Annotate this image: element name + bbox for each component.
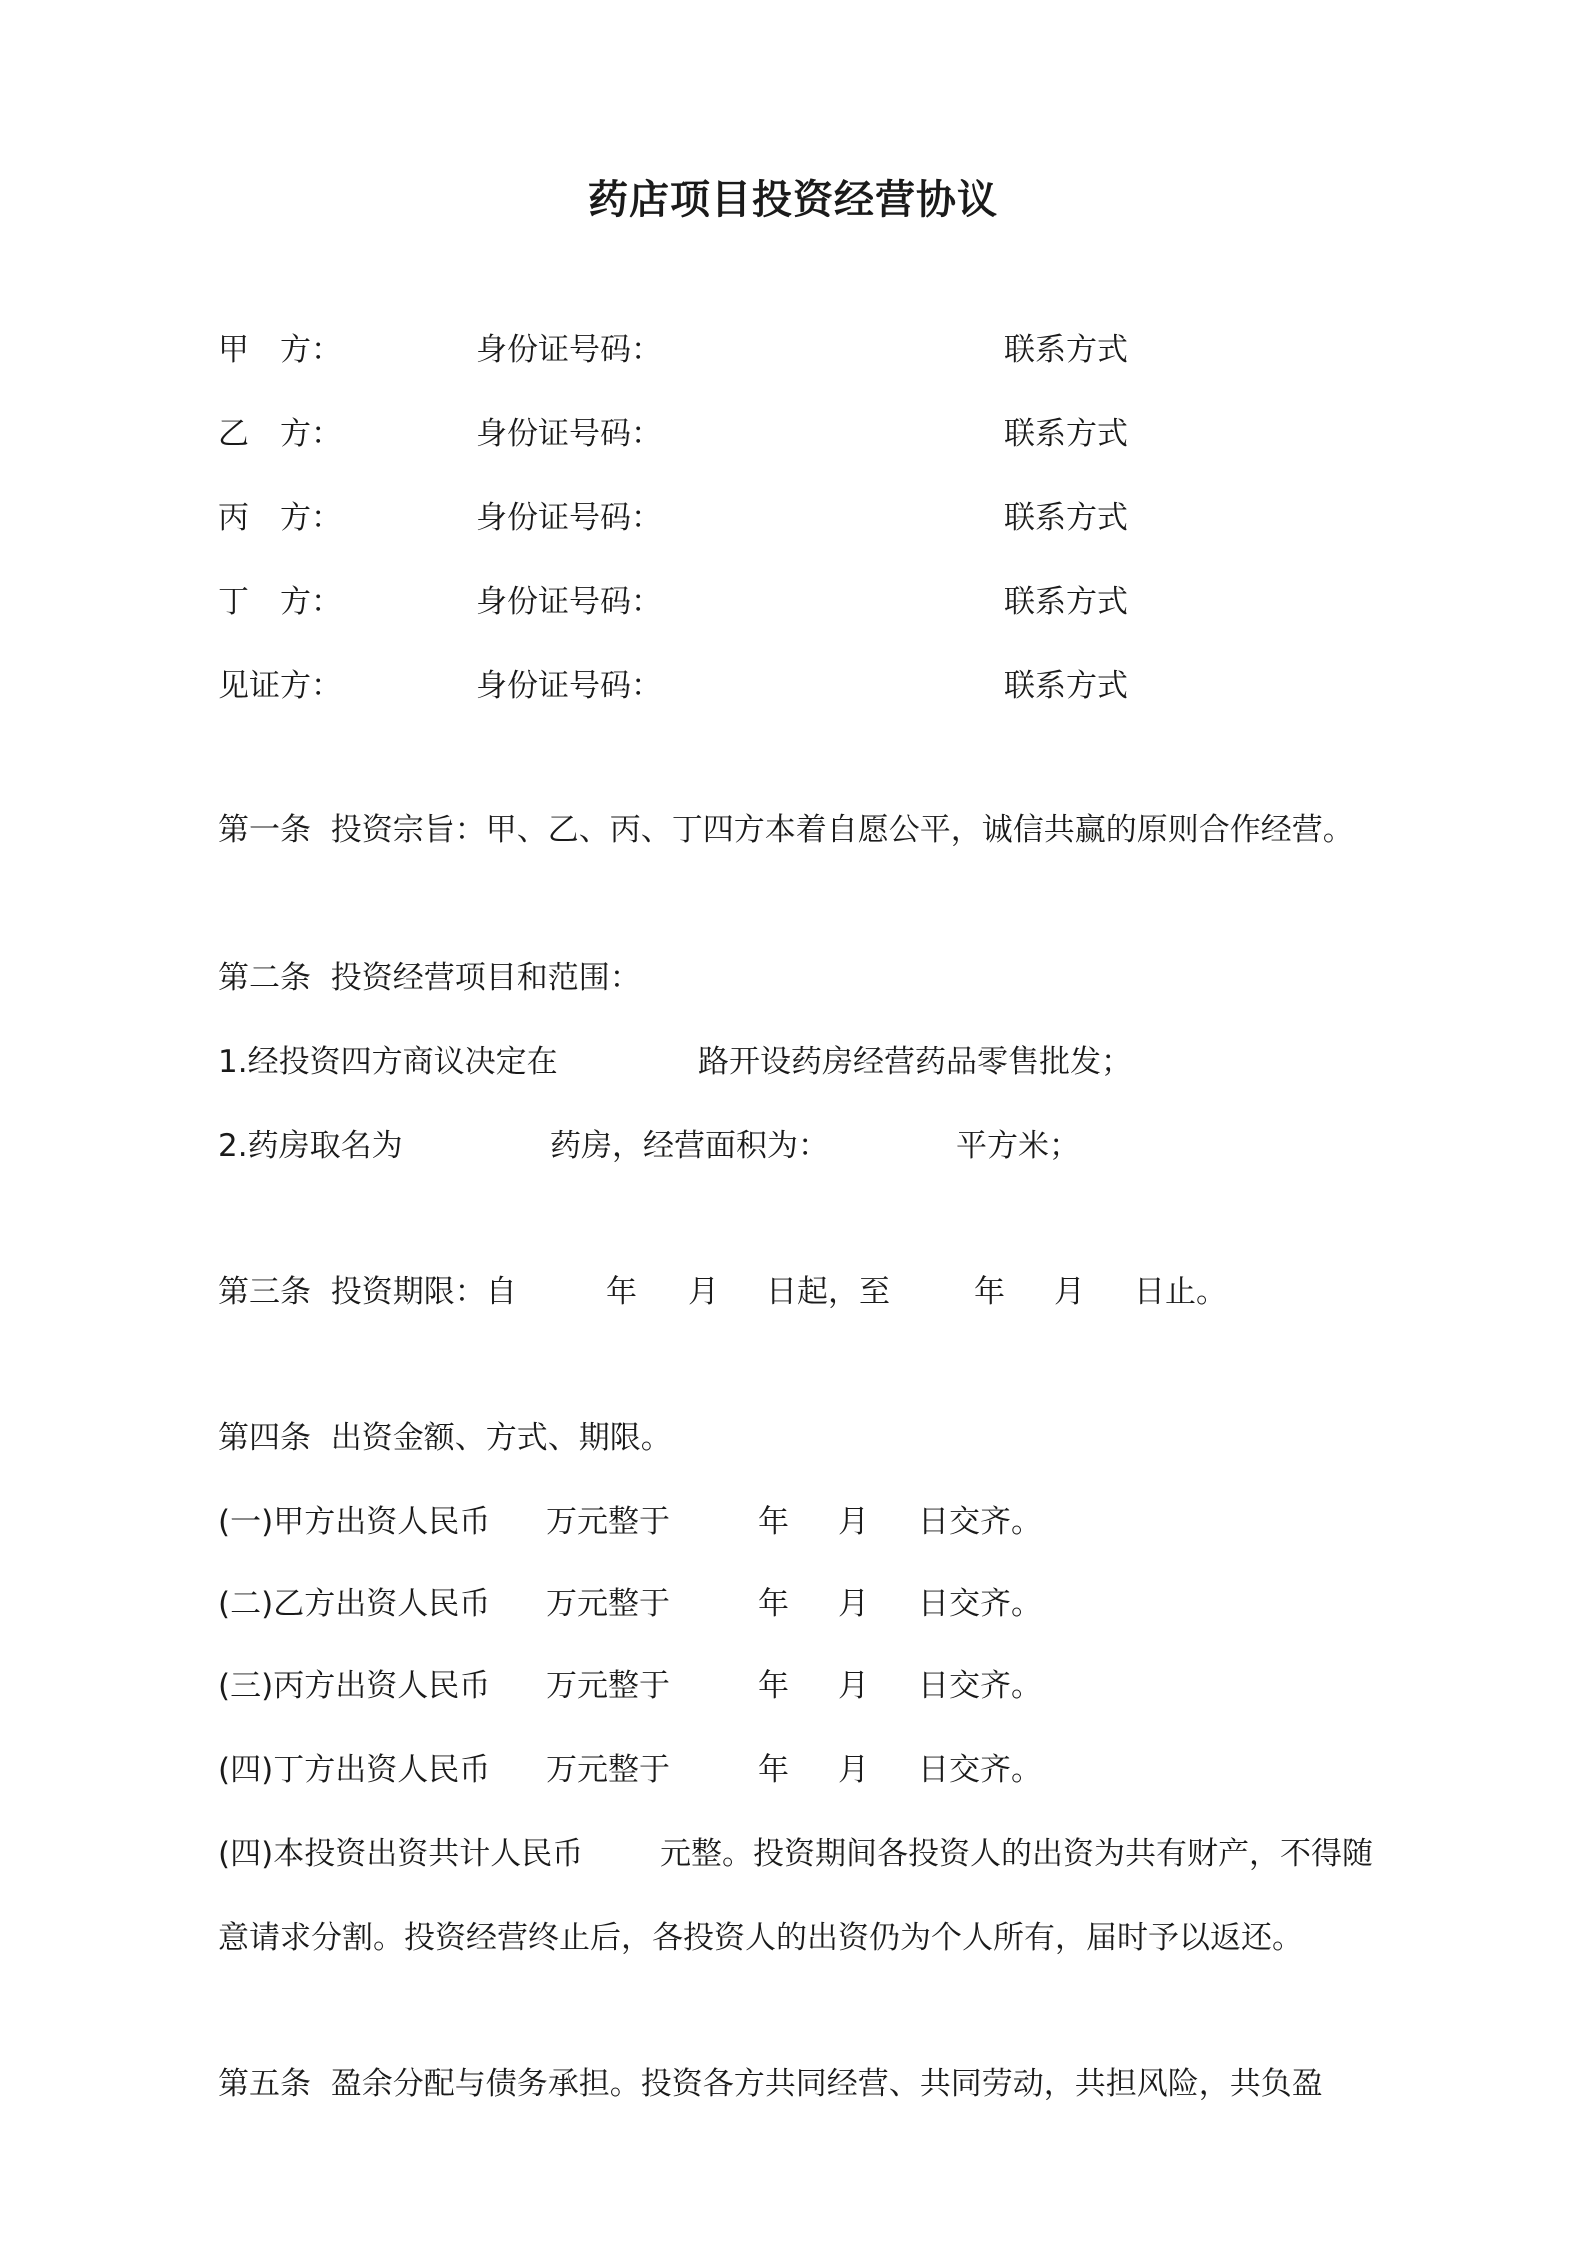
article-4-total xyxy=(218,1834,1518,1874)
contribution-day: 日交齐。 xyxy=(918,1586,1042,1622)
article-2-item-1-text-b: 路开设药房经营药品零售批发； xyxy=(698,1044,1132,1080)
article-4-item-2 xyxy=(218,1584,1518,1624)
contribution-prefix: (一)甲方出资人民币 xyxy=(218,1504,491,1540)
article-2-item-2-text-b: 药房，经营面积为： xyxy=(550,1128,829,1164)
contribution-year: 年 xyxy=(758,1504,789,1540)
article-3-month-1: 月 xyxy=(688,1274,719,1310)
article-4-total-text-b: 元整。投资期间各投资人的出资为共有财产，不得随 xyxy=(660,1836,1373,1872)
party-id-label: 身份证号码： xyxy=(476,416,662,452)
contribution-year: 年 xyxy=(758,1586,789,1622)
article-1: 第一条 投资宗旨：甲、乙、丙、丁四方本着自愿公平，诚信共赢的原则合作经营。 xyxy=(218,812,1354,848)
party-name: 甲 方： xyxy=(218,332,342,368)
contribution-unit: 万元整于 xyxy=(546,1586,670,1622)
contribution-day: 日交齐。 xyxy=(918,1668,1042,1704)
article-3-day-2: 日止。 xyxy=(1134,1274,1227,1310)
party-contact-label: 联系方式 xyxy=(1004,500,1128,536)
article-5: 第五条 盈余分配与债务承担。投资各方共同经营、共同劳动，共担风险，共负盈 xyxy=(218,2066,1323,2102)
article-2-item-1-text-a: 1.经投资四方商议决定在 xyxy=(218,1044,558,1080)
article-2-item-1 xyxy=(218,1042,1518,1082)
contribution-month: 月 xyxy=(838,1586,869,1622)
contribution-month: 月 xyxy=(838,1504,869,1540)
contribution-year: 年 xyxy=(758,1752,789,1788)
article-2-item-2 xyxy=(218,1126,1518,1166)
party-id-label: 身份证号码： xyxy=(476,332,662,368)
party-contact-label: 联系方式 xyxy=(1004,668,1128,704)
article-3 xyxy=(218,1272,1518,1312)
contribution-unit: 万元整于 xyxy=(546,1504,670,1540)
contribution-prefix: (二)乙方出资人民币 xyxy=(218,1586,491,1622)
article-2-heading: 第二条 投资经营项目和范围： xyxy=(218,960,641,996)
contribution-prefix: (三)丙方出资人民币 xyxy=(218,1668,491,1704)
party-row-jia xyxy=(218,330,1418,370)
article-3-day-1: 日起，至 xyxy=(766,1274,890,1310)
article-4-total-text-a: (四)本投资出资共计人民币 xyxy=(218,1836,584,1872)
party-row-bing xyxy=(218,498,1418,538)
contribution-unit: 万元整于 xyxy=(546,1668,670,1704)
article-4-total-text-c: 意请求分割。投资经营终止后，各投资人的出资仍为个人所有，届时予以返还。 xyxy=(218,1920,1303,1956)
article-2-item-2-text-a: 2.药房取名为 xyxy=(218,1128,403,1164)
article-3-year-2: 年 xyxy=(974,1274,1005,1310)
contribution-month: 月 xyxy=(838,1752,869,1788)
party-row-witness xyxy=(218,666,1418,706)
article-3-month-2: 月 xyxy=(1054,1274,1085,1310)
party-row-yi xyxy=(218,414,1418,454)
contribution-month: 月 xyxy=(838,1668,869,1704)
contribution-unit: 万元整于 xyxy=(546,1752,670,1788)
article-3-text: 第三条 投资期限：自 xyxy=(218,1274,517,1310)
party-id-label: 身份证号码： xyxy=(476,584,662,620)
article-4-item-1 xyxy=(218,1502,1518,1542)
contribution-day: 日交齐。 xyxy=(918,1752,1042,1788)
party-contact-label: 联系方式 xyxy=(1004,416,1128,452)
party-contact-label: 联系方式 xyxy=(1004,332,1128,368)
contribution-prefix: (四)丁方出资人民币 xyxy=(218,1752,491,1788)
party-id-label: 身份证号码： xyxy=(476,668,662,704)
contribution-year: 年 xyxy=(758,1668,789,1704)
document-title: 药店项目投资经营协议 xyxy=(588,177,998,223)
article-4-heading: 第四条 出资金额、方式、期限。 xyxy=(218,1420,672,1456)
party-name: 见证方： xyxy=(218,668,342,704)
article-4-item-4 xyxy=(218,1750,1518,1790)
party-row-ding xyxy=(218,582,1418,622)
party-name: 乙 方： xyxy=(218,416,342,452)
contribution-day: 日交齐。 xyxy=(918,1504,1042,1540)
article-2-item-2-text-c: 平方米； xyxy=(956,1128,1080,1164)
article-4-item-3 xyxy=(218,1666,1518,1706)
party-contact-label: 联系方式 xyxy=(1004,584,1128,620)
party-name: 丙 方： xyxy=(218,500,342,536)
party-id-label: 身份证号码： xyxy=(476,500,662,536)
article-3-year-1: 年 xyxy=(606,1274,637,1310)
party-name: 丁 方： xyxy=(218,584,342,620)
